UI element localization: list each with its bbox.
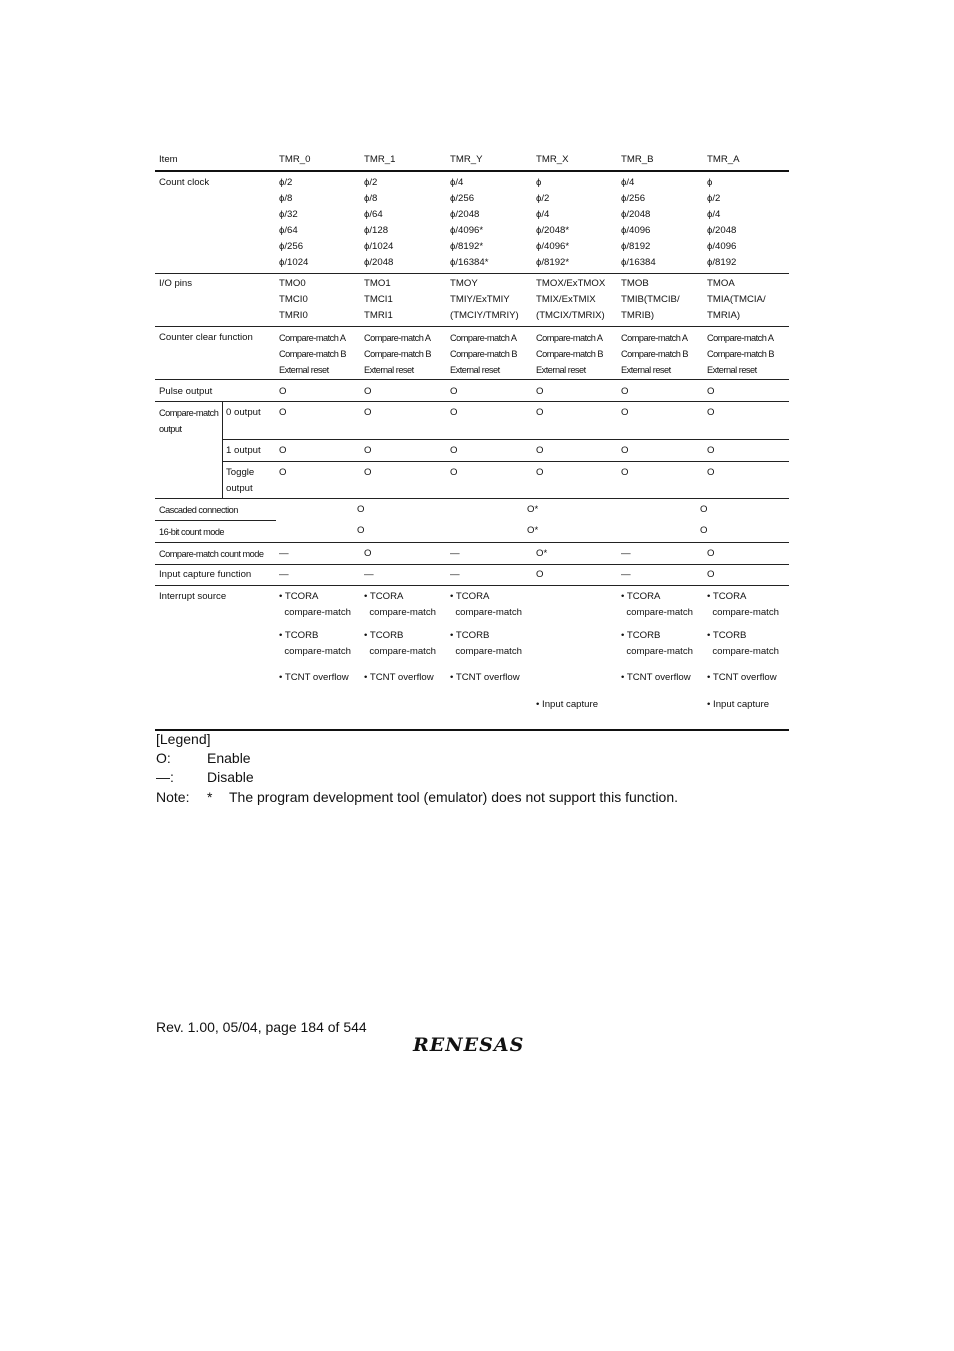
pulse-output-tmrb: O [621, 386, 629, 397]
row-label-interrupt: Interrupt source [159, 591, 227, 602]
row-rule [155, 564, 789, 565]
intr-ovf-tmrb: • TCNT overflow [621, 672, 691, 683]
row-label-cm-count: Compare-match count mode [159, 549, 264, 559]
count-clock-tmr0: ϕ/2 ϕ/8 ϕ/32 ϕ/64 ϕ/256 ϕ/1024 [279, 177, 309, 268]
note-key: Note: [156, 789, 190, 805]
row-label-16bit: 16-bit count mode [159, 527, 225, 537]
intr-ovf-tmra: • TCNT overflow [707, 672, 777, 683]
header-tmr1: TMR_1 [364, 154, 396, 165]
cm0-tmrb: O [621, 407, 629, 418]
pulse-output-tmra: O [707, 386, 715, 397]
cmt-tmrx: O [536, 467, 544, 478]
header-tmrx: TMR_X [536, 154, 569, 165]
row-rule [155, 520, 276, 521]
io-pins-tmrb: TMOB TMIB(TMCIB/ TMRIB) [621, 278, 680, 321]
row-label-count-clock: Count clock [159, 177, 210, 188]
count-clock-tmrb: ϕ/4 ϕ/256 ϕ/2048 ϕ/4096 ϕ/8192 ϕ/16384 [621, 177, 656, 268]
legend-o-key: O: [156, 750, 171, 766]
cm1-tmrx: O [536, 445, 544, 456]
header-item: Item [159, 154, 178, 165]
cm1-tmrb: O [621, 445, 629, 456]
legend-dash-key: —: [156, 769, 174, 785]
pulse-output-tmr1: O [364, 386, 372, 397]
row-rule [155, 542, 789, 543]
legend-o-value: Enable [207, 750, 251, 766]
row-label-cascaded: Cascaded connection [159, 505, 238, 515]
counter-clear-tmrb: Compare-match A Compare-match B External reset [621, 333, 689, 375]
cascaded-tmr01: O [357, 504, 365, 515]
row-label-io-pins: I/O pins [159, 278, 193, 289]
cm1-tmr1: O [364, 445, 372, 456]
row-label-counter-clear: Counter clear function [159, 332, 253, 343]
intr-tcora-tmr1: • TCORA compare-match [364, 591, 436, 618]
cmt-tmr0: O [279, 467, 287, 478]
counter-clear-tmrx: Compare-match A Compare-match B External reset [536, 333, 604, 375]
intr-tcorb-tmra: • TCORB compare-match [707, 630, 779, 657]
counter-clear-tmr1: Compare-match A Compare-match B External reset [364, 333, 432, 375]
row-rule [222, 461, 789, 462]
cm1-tmry: O [450, 445, 458, 456]
pulse-output-tmry: O [450, 386, 458, 397]
page-footer-rev: Rev. 1.00, 05/04, page 184 of 544 [156, 1019, 367, 1035]
counter-clear-tmr0: Compare-match A Compare-match B External reset [279, 333, 347, 375]
input-capture-tmra: O [707, 569, 715, 580]
count-clock-tmrx: ϕ ϕ/2 ϕ/4 ϕ/2048* ϕ/4096* ϕ/8192* [536, 177, 570, 268]
row-rule [155, 401, 789, 402]
header-tmrb: TMR_B [621, 154, 654, 165]
intr-tcorb-tmr1: • TCORB compare-match [364, 630, 436, 657]
intr-tcora-tmrb: • TCORA compare-match [621, 591, 693, 618]
cmt-tmry: O [450, 467, 458, 478]
input-capture-tmrx: O [536, 569, 544, 580]
sub-column-rule [222, 401, 223, 499]
pulse-output-tmr0: O [279, 386, 287, 397]
count-clock-tmry: ϕ/4 ϕ/256 ϕ/2048 ϕ/4096* ϕ/8192* ϕ/16384* [450, 177, 489, 268]
io-pins-tmr1: TMO1 TMCI1 TMRI1 [364, 278, 393, 321]
header-tmra: TMR_A [707, 154, 740, 165]
intr-tcorb-tmrb: • TCORB compare-match [621, 630, 693, 657]
intr-ovf-tmr0: • TCNT overflow [279, 672, 349, 683]
input-capture-tmr1: — [364, 569, 374, 580]
intr-ovf-tmr1: • TCNT overflow [364, 672, 434, 683]
sub-label-toggle-output: Toggle output [226, 467, 255, 494]
input-capture-tmry: — [450, 569, 460, 580]
row-rule [155, 273, 789, 274]
io-pins-tmry: TMOY TMIY/ExTMIY (TMCIY/TMRIY) [450, 278, 519, 321]
cm0-tmrx: O [536, 407, 544, 418]
cmt-tmra: O [707, 467, 715, 478]
row-rule [155, 585, 789, 586]
bit16-tmr01: O [357, 525, 365, 536]
sub-label-1-output: 1 output [226, 445, 261, 456]
header-tmr0: TMR_0 [279, 154, 311, 165]
intr-tcora-tmr0: • TCORA compare-match [279, 591, 351, 618]
cm-count-tmrb: — [621, 548, 631, 559]
header-rule [155, 170, 789, 172]
note-text: The program development tool (emulator) does not support this function. [229, 789, 679, 805]
cm-count-tmra: O [707, 548, 715, 559]
intr-ovf-tmry: • TCNT overflow [450, 672, 520, 683]
row-rule [222, 439, 789, 440]
row-rule [155, 326, 789, 327]
cascaded-tmryx: O* [527, 504, 539, 515]
intr-tcorb-tmry: • TCORB compare-match [450, 630, 522, 657]
cm-count-tmrx: O* [536, 548, 548, 559]
cm-count-tmry: — [450, 548, 460, 559]
count-clock-tmr1: ϕ/2 ϕ/8 ϕ/64 ϕ/128 ϕ/1024 ϕ/2048 [364, 177, 394, 268]
intr-icap-tmrx: • Input capture [536, 699, 599, 710]
input-capture-tmr0: — [279, 569, 289, 580]
cascaded-tmrba: O [700, 504, 708, 515]
cm0-tmra: O [707, 407, 715, 418]
cm1-tmra: O [707, 445, 715, 456]
io-pins-tmra: TMOA TMIA(TMCIA/ TMRIA) [707, 278, 766, 321]
cm0-tmry: O [450, 407, 458, 418]
counter-clear-tmry: Compare-match A Compare-match B External reset [450, 333, 518, 375]
intr-tcora-tmry: • TCORA compare-match [450, 591, 522, 618]
cm0-tmr1: O [364, 407, 372, 418]
counter-clear-tmra: Compare-match A Compare-match B External reset [707, 333, 775, 375]
row-label-input-capture: Input capture function [159, 569, 252, 580]
table-bottom-rule [155, 729, 789, 731]
cm1-tmr0: O [279, 445, 287, 456]
intr-tcora-tmra: • TCORA compare-match [707, 591, 779, 618]
legend-dash-value: Disable [207, 769, 254, 785]
io-pins-tmr0: TMO0 TMCI0 TMRI0 [279, 278, 308, 321]
row-label-compare-output: Compare-match output [159, 408, 219, 434]
cmt-tmr1: O [364, 467, 372, 478]
renesas-logo: RENESAS [413, 1034, 525, 1056]
row-label-pulse-output: Pulse output [159, 386, 213, 397]
row-rule [155, 379, 789, 380]
cm-count-tmr1: O [364, 548, 372, 559]
note-star: * [207, 789, 213, 805]
intr-tcorb-tmr0: • TCORB compare-match [279, 630, 351, 657]
bit16-tmryx: O* [527, 525, 539, 536]
bit16-tmrba: O [700, 525, 708, 536]
pulse-output-tmrx: O [536, 386, 544, 397]
intr-icap-tmra: • Input capture [707, 699, 770, 710]
cm-count-tmr0: — [279, 548, 289, 559]
cmt-tmrb: O [621, 467, 629, 478]
sub-label-0-output: 0 output [226, 407, 261, 418]
legend-title: [Legend] [156, 731, 211, 747]
header-tmry: TMR_Y [450, 154, 483, 165]
count-clock-tmra: ϕ ϕ/2 ϕ/4 ϕ/2048 ϕ/4096 ϕ/8192 [707, 177, 737, 268]
io-pins-tmrx: TMOX/ExTMOX TMIX/ExTMIX (TMCIX/TMRIX) [536, 278, 606, 321]
row-rule [155, 498, 789, 499]
input-capture-tmrb: — [621, 569, 631, 580]
cm0-tmr0: O [279, 407, 287, 418]
